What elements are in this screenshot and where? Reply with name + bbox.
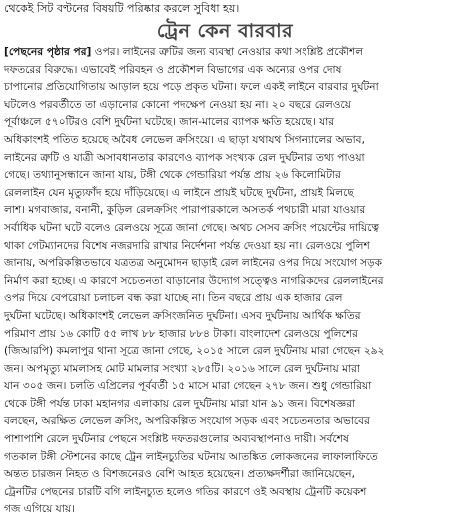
body-line	[4, 255, 446, 273]
body-line-text: পাশাপাশি রেলে দুর্ঘটনার পেছনে সংশ্লিষ্ট দফতরগুলোর অব্যবস্থাপনাও দায়ী। সর্বশেষ	[4, 433, 349, 446]
body-line-text: পূর্বাঞ্চলে ৫৭০টিরও বেশি দুর্ঘটনা ঘটেছে। জান-মালের ব্যাপক ক্ষতি হয়েছে। যার	[4, 116, 335, 129]
body-line	[4, 413, 446, 431]
body-line	[4, 273, 446, 291]
body-line-text: চাপানোর প্রতিযোগিতায় আড়াল হয়ে পড়ে প্রকৃত ঘটনা। ফলে একই লাইনে বারবার দুর্ঘটনা	[4, 81, 379, 94]
previous-article-end: থেকেই সিট বণ্টনের বিষয়টি পরিষ্কার করলে সুবিধা হয়।	[4, 2, 240, 15]
body-line-text: গজ এগিয়ে যায়।	[4, 503, 75, 516]
body-line-text: (জিআরপি) কমলাপুর থানা সূত্রে জানা গেছে, ২০১৫ সালে রেল দুর্ঘটনায় মারা গেছেন ২৯২	[4, 345, 385, 358]
body-line-text: অধিকাংশই পতিত হয়েছে অবৈধ লেভেল ক্রসিংয়ে। এ ছাড়া যথাযথ সিগন্যালের অভাব,	[4, 133, 365, 146]
body-line-text: দফতরের বিরুদ্ধে। এভাবেই পরিবহন ও প্রকৌশল বিভাগের এক অন্যের ওপর দোষ	[4, 63, 342, 76]
body-line-text: ওপর দিয়ে বেপরোয়া চলাচল বন্ধ করা যাচ্ছে না। তিন বছরে প্রায় এক হাজার রেল	[4, 292, 343, 305]
body-line	[4, 79, 446, 97]
body-line-text: লাশ। মগবাজার, বনানী, কুড়িল রেলক্রসিং পারাপারকালে অসতর্ক পথচারী মারা যাওয়ার	[4, 204, 366, 217]
body-line-text: ট্রেনটির পেছনের চারটি বগি লাইনচ্যুত হলেও গতির কারণে ওই অবস্থায় ট্রেনটি কয়েকশ	[4, 485, 367, 498]
body-line	[4, 202, 446, 220]
body-line-text: গতকাল টঙ্গী স্টেশনের কাছে ট্রেন লাইনচ্যুতির ঘটনায় আতঙ্কিত লোকজনের লাফালাফিতে	[4, 450, 378, 463]
body-line	[4, 290, 446, 308]
body-line-text: বলছেন, অরক্ষিত লেভেল ক্রসিং, অপরিকল্পিত সংযোগ সড়ক এবং সচেতনতার অভাবের	[4, 415, 370, 428]
body-line	[4, 44, 446, 62]
body-line	[4, 132, 446, 150]
body-line-text: অন্তত চারজন নিহত ও বিশজনেরও বেশি আহত হয়েছেন। প্রত্যক্ষদর্শীরা জানিয়েছেন,	[4, 468, 355, 481]
article-body	[4, 44, 446, 516]
body-line	[4, 378, 446, 396]
body-line-text: লাইনের ত্রুটি ও যাত্রী অসাবধানতার কারণেও ব্যাপক সংখ্যক রেল দুর্ঘটনার তথ্য পাওয়া	[4, 151, 365, 164]
body-line-text: নির্মাণ করা হচ্ছে। এ কারণে সচেতনতা বাড়ানোর উদ্যোগ সত্ত্বেও নাগরিকদের রেললাইনের	[4, 274, 384, 287]
body-line-text: ওপর। লাইনের ত্রুটির জন্য ব্যবস্থা নেওয়ার কথা সংশ্লিষ্ট প্রকৌশল	[94, 46, 364, 58]
body-line-text: জানায়, অপরিকল্পিতভাবে যত্রতত্র অনুমোদন ছাড়াই রেল লাইনের ওপর দিয়ে সংযোগ সড়ক	[4, 257, 383, 270]
continuation-tag: [পেছনের পৃষ্ঠার পর]	[4, 46, 92, 58]
body-line-text: জন। অপমৃত্যু মামলাসহ মোট মামলার সংখ্যা ২৮৫টি। ২০১৬ সালে রেল দুর্ঘটনায় মারা	[4, 362, 360, 375]
body-line	[4, 308, 446, 326]
body-line-text: যান ৩০৫ জন। চলতি এপ্রিলের পূর্ববর্তী ১৫ মাসে মারা গেছেন ২৭৮ জন। শুধু গেন্ডারিয়া	[4, 380, 372, 393]
body-line-text: থাকা গেটম্যানদের বিশেষ নজরদারি রাখার নির্দেশনা পর্যন্ত দেওয়া হয় না। রেলওয়ে পুলিশ	[4, 239, 370, 252]
body-line	[4, 361, 446, 379]
body-line	[4, 449, 446, 467]
body-line-text: থেকে টঙ্গী পর্যন্ত ঢাকা মহানগর এলাকায় রেল দুর্ঘটনায় মারা যান ৯১ জন। বিশেষজ্ঞরা	[4, 397, 356, 410]
body-line	[4, 62, 446, 80]
body-line	[4, 343, 446, 361]
body-line-text: সর্বাধিক ঘটনা ঘটে বলেও রেলওয়ে সূত্রে জানা গেছে। অথচ সেসব ক্রসিং পয়েন্টের দায়িত্বে	[4, 221, 380, 234]
body-line-text: রেললাইন যেন মৃত্যুফাঁদ হয়ে দাঁড়িয়েছে। এ লাইনে প্রায়ই ঘটছে দুর্ঘটনা, প্রায়ই মিলছে	[4, 186, 354, 199]
body-line	[4, 396, 446, 414]
body-line	[4, 484, 446, 502]
body-line	[4, 238, 446, 256]
body-line	[4, 150, 446, 168]
body-line-text: ঘটলেও পরবর্তীতে তা এড়ানোর কোনো পদক্ষেপ নেওয়া হয় না। ২০ বছরে রেলওয়ে	[4, 98, 352, 111]
body-line	[4, 167, 446, 185]
body-line	[4, 326, 446, 344]
headline: ট্রেন কেন বারবার	[156, 20, 294, 42]
body-line	[4, 431, 446, 449]
body-line	[4, 220, 446, 238]
body-line	[4, 466, 446, 484]
body-line	[4, 501, 446, 519]
body-line-text: পরিমাণ প্রায় ১৬ কোটি ৫৫ লাখ ৮৮ হাজার ৮৮৪ টাকা। বাংলাদেশ রেলওয়ে পুলিশের	[4, 327, 358, 340]
body-line	[4, 97, 446, 115]
body-line-text: দুর্ঘটনা ঘটেছে। অধিকাংশই লেভেল ক্রসিংজনিত দুর্ঘটনা। এসব দুর্ঘটনায় আর্থিক ক্ষতির	[4, 309, 361, 322]
body-line	[4, 114, 446, 132]
body-line	[4, 185, 446, 203]
body-line-text: গেছে। তথ্যানুসন্ধানে জানা যায়, টঙ্গী থেকে গেন্ডারিয়া পর্যন্ত প্রায় ২৬ কিলোমিটার	[4, 169, 341, 182]
